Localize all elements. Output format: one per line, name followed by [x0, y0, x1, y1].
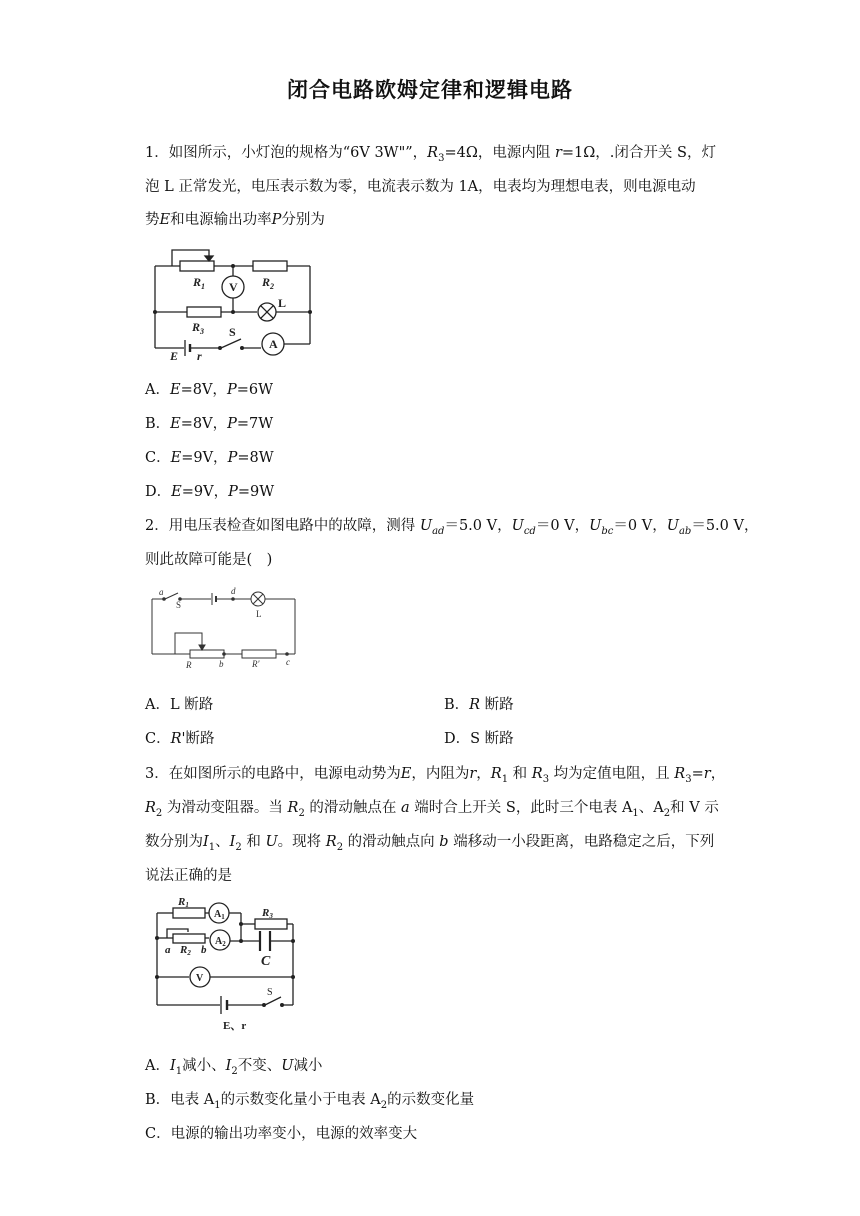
q1-label-r3: $R_3$: [192, 320, 205, 336]
q3-label-c: C: [261, 954, 271, 969]
q3-line-2: $R_2$ 为滑动变阻器。当 $R_2$ 的滑动触点在 a 端时合上开关 S，此时三个电表 $A_1$、$A_2$和 V 示: [145, 800, 719, 819]
q1-option-b: B．E=8V，P=7W: [145, 416, 274, 432]
q3-circuit-figure: [145, 893, 305, 1033]
q2-label-b: b: [219, 659, 224, 669]
q1-line-1: 1．如图所示，小灯泡的规格为“6V 3W"”，$R_3=4\Omega$，电源内阻 r=1Ω，.闭合开关 S，灯: [145, 145, 716, 164]
q2-line-1: 2．用电压表检查如图电路中的故障，测得 $U_{ad}=5.0$ V，$U_{cd}=0$ V，$U_{bc}=0$ V，$U_{ab}=5.0$ V，: [145, 518, 759, 537]
q2-label-rp: R': [252, 659, 260, 669]
q3-label-r2: R2: [180, 944, 191, 957]
q1-option-d: D．E=9V，P=9W: [145, 484, 275, 500]
q2-label-d: d: [231, 586, 236, 596]
q1-label-e: E: [170, 349, 179, 363]
q1-ammeter-label: A: [269, 337, 278, 351]
q2-option-a: A．L 断路: [145, 697, 214, 713]
q3-label-b: b: [201, 944, 207, 956]
q1-switch-label: S: [229, 325, 236, 339]
q3-option-a: A．$I_1$减小、$I_2$不变、U减小: [145, 1058, 323, 1077]
q3-line-4: 说法正确的是: [145, 868, 232, 884]
q3-label-r3: R3: [262, 907, 273, 920]
q1-line-2: 泡 L 正常发光，电压表示数为零，电流表示数为 1A，电表均为理想电表，则电源电动: [145, 179, 696, 195]
q1-voltmeter-label: V: [229, 280, 238, 294]
q1-circuit-figure: [145, 240, 320, 365]
page-title: 闭合电路欧姆定律和逻辑电路: [287, 78, 573, 102]
q1-option-c: C．E=9V，P=8W: [145, 450, 274, 466]
q3-ammeter-a1-label: $A_1$: [214, 909, 225, 921]
q3-line-3: 数分别为$I_1$、$I_2$ 和 U。现将 $R_2$ 的滑动触点向 b 端移动一小段距离，电路稳定之后，下列: [145, 834, 715, 853]
q2-option-d: D．S 断路: [444, 731, 514, 747]
q2-switch-label: S: [176, 600, 182, 610]
q1-label-r: r: [197, 349, 202, 363]
q3-option-c: C．电源的输出功率变小，电源的效率变大: [145, 1126, 418, 1142]
q2-label-c: c: [286, 657, 290, 667]
q1-lamp-label: L: [278, 296, 287, 310]
q1-label-r1: $R_1$: [193, 275, 206, 291]
q2-option-c: C．R'断路: [145, 731, 215, 747]
q3-voltmeter-label: V: [196, 973, 204, 984]
q2-label-a: a: [159, 587, 164, 597]
q2-line-2: 则此故障可能是( ): [145, 552, 273, 568]
q1-option-a: A．E=8V，P=6W: [145, 382, 273, 398]
q3-ammeter-a2-label: $A_2$: [215, 936, 226, 948]
q3-line-1: 3．在如图所示的电路中，电源电动势为E，内阻为r，$R_1$ 和 $R_3$ 均为定值电阻，且 $R_3=r$，: [145, 766, 726, 785]
q2-option-b: B．R 断路: [444, 697, 514, 713]
q3-switch-label: S: [267, 987, 273, 998]
q1-label-r2: $R_2$: [262, 275, 275, 291]
q3-label-a: a: [165, 944, 171, 956]
q1-line-3: 势E和电源输出功率P分别为: [145, 212, 325, 228]
q2-circuit-figure: [145, 585, 305, 670]
q3-label-er: E、r: [223, 1020, 247, 1032]
q2-label-r: R: [186, 660, 192, 670]
q2-lamp-label: L: [256, 609, 262, 619]
q3-label-r1: R1: [178, 896, 189, 909]
q3-option-b: B．电表 $A_1$的示数变化量小于电表 $A_2$的示数变化量: [145, 1092, 475, 1111]
